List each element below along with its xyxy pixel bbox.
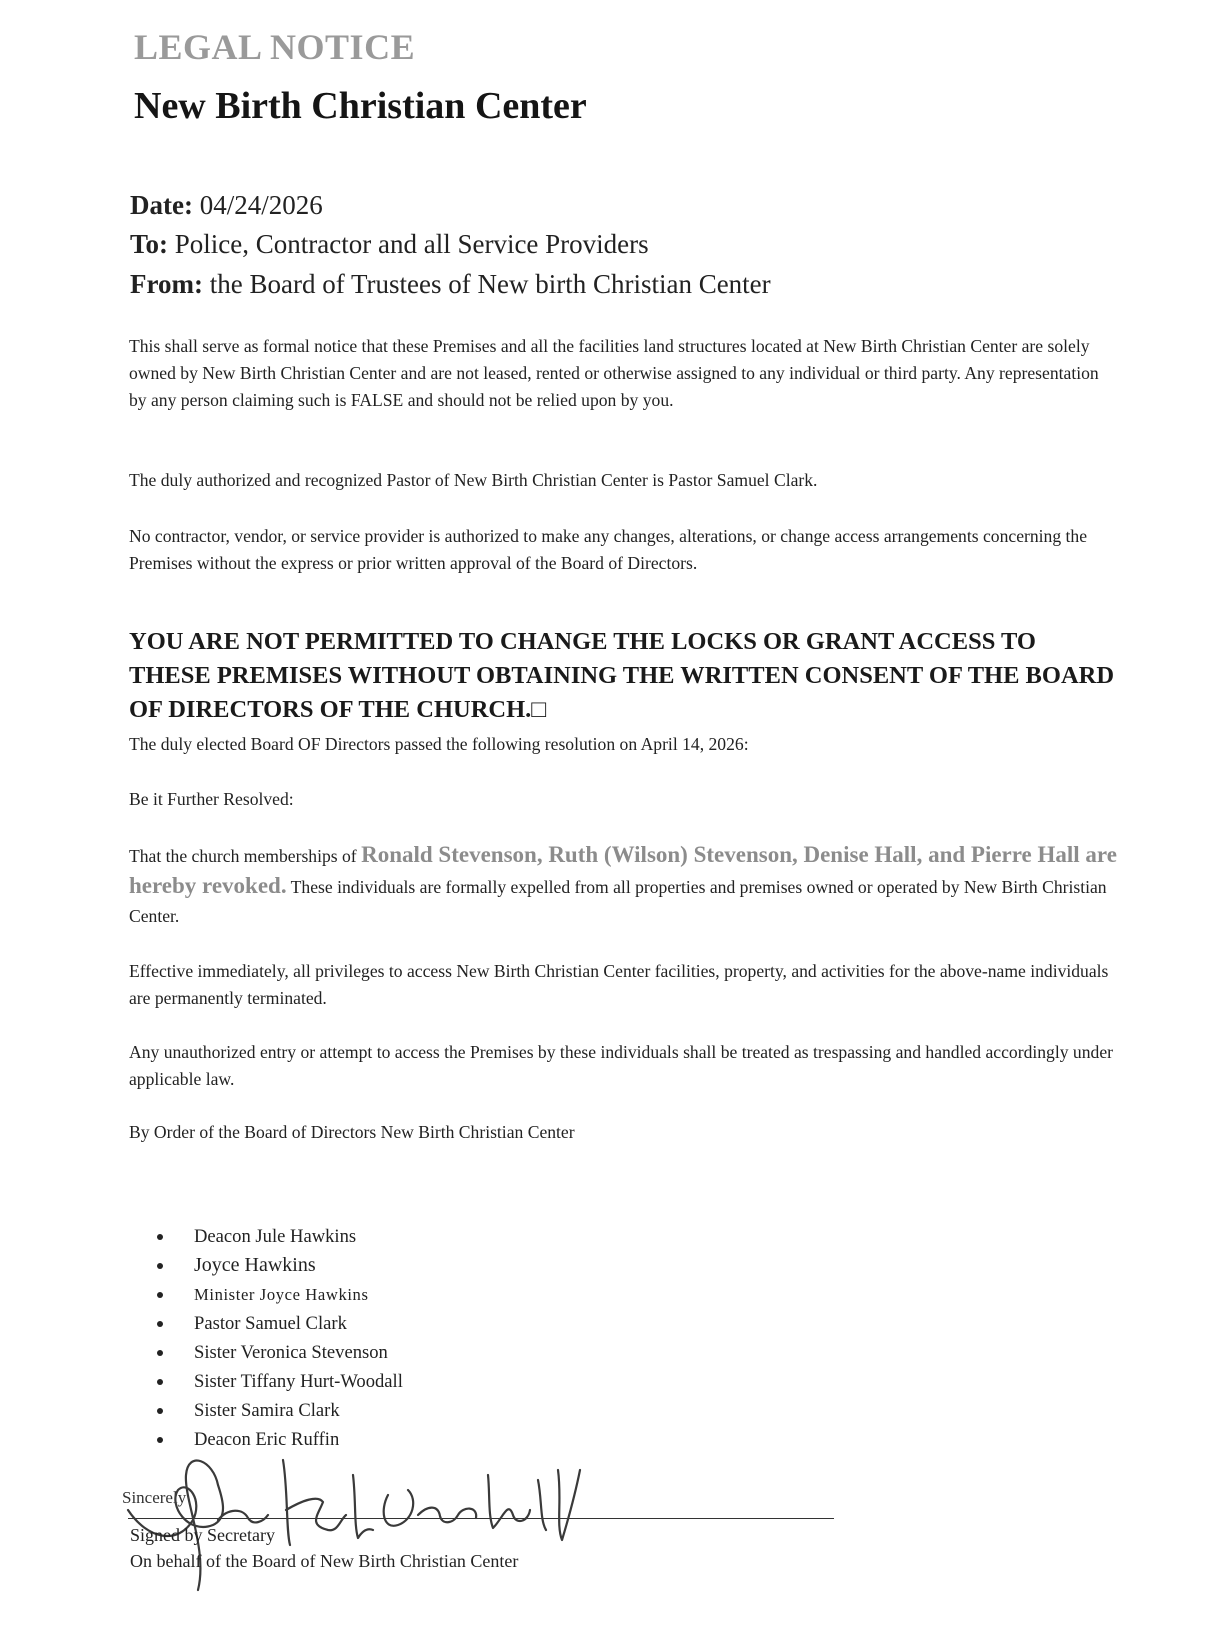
bullet-icon xyxy=(157,1408,163,1414)
handwritten-signature xyxy=(118,1430,638,1600)
bullet-icon xyxy=(157,1379,163,1385)
to-label: To: xyxy=(130,229,169,259)
signature-text: Tiffany Hurt Woodall xyxy=(118,1430,127,1431)
list-item: Minister Joyce Hawkins xyxy=(150,1280,403,1309)
privileges-paragraph: Effective immediately, all privileges to access New Birth Christian Center facilities, property, and activities for the above-name individuals are permanently terminated. xyxy=(129,961,1109,1008)
warning-statement: YOU ARE NOT PERMITTED TO CHANGE THE LOCKS OR GRANT ACCESS TO THESE PREMISES WITHOUT OBTAINING THE WRITTEN CONSENT OF THE BOARD OF DIRECTORS OF THE CHURCH.□ xyxy=(129,628,1115,723)
further-resolved: Be it Further Resolved: xyxy=(129,789,294,809)
bullet-icon xyxy=(157,1350,163,1356)
ownership-paragraph: This shall serve as formal notice that these Premises and all the facilities land structures located at New Birth Christian Center are solely owned by New Birth Christian Center and are not leased, rented or otherwise assigned to any individual or third party. Any representation by any person claiming such is FALSE and should not be relied upon by you. xyxy=(129,336,1099,410)
revoked-names: Ronald Stevenson, Ruth (Wilson) Stevenson, Denise Hall, and Pierre Hall are hereby revoked. xyxy=(129,842,1117,898)
resolution-paragraph: The duly elected Board OF Directors passed the following resolution on April 14, 2026: xyxy=(129,734,749,754)
list-item: Sister Samira Clark xyxy=(150,1396,403,1425)
sincerely-label: Sincerely xyxy=(122,1488,187,1507)
trespass-paragraph: Any unauthorized entry or attempt to access the Premises by these individuals shall be treated as trespassing and handled accordingly under applicable law. xyxy=(129,1042,1113,1089)
date-label: Date: xyxy=(130,190,193,220)
date-line xyxy=(130,190,323,221)
to-line xyxy=(130,229,649,260)
date-value: 04/24/2026 xyxy=(199,190,323,220)
pastor-paragraph: The duly authorized and recognized Pastor of New Birth Christian Center is Pastor Samuel Clark. xyxy=(129,470,818,490)
on-behalf-label: On behalf of the Board of New Birth Christian Center xyxy=(130,1551,519,1571)
list-item: Deacon Eric Ruffin xyxy=(150,1425,403,1454)
list-item: Joyce Hawkins xyxy=(150,1251,403,1280)
by-order-line: By Order of the Board of Directors New Birth Christian Center xyxy=(129,1122,575,1142)
list-item: Sister Tiffany Hurt-Woodall xyxy=(150,1367,403,1396)
bullet-icon xyxy=(157,1234,163,1240)
revocation-intro: That the church memberships of xyxy=(129,846,362,866)
from-label: From: xyxy=(130,269,203,299)
list-item: Pastor Samuel Clark xyxy=(150,1309,403,1338)
list-item: Sister Veronica Stevenson xyxy=(150,1338,403,1367)
from-value: the Board of Trustees of New birth Christian Center xyxy=(209,269,771,299)
list-item: Deacon Jule Hawkins xyxy=(150,1222,403,1251)
revocation-paragraph xyxy=(129,840,1119,931)
to-value: Police, Contractor and all Service Providers xyxy=(174,229,649,259)
signed-by-label: Signed by Secretary xyxy=(130,1525,275,1545)
board-members-list xyxy=(150,1222,403,1454)
revocation-rest: These individuals are formally expelled from all properties and premises owned or operated by New Birth Christian Center. xyxy=(129,877,1107,926)
organization-title: New Birth Christian Center xyxy=(134,85,587,127)
bullet-icon xyxy=(157,1321,163,1327)
from-line xyxy=(130,269,771,300)
bullet-icon xyxy=(157,1263,163,1269)
contractor-paragraph: No contractor, vendor, or service provider is authorized to make any changes, alterations, or change access arrangements concerning the Premises without the express or prior written approval of the Board of Directors. xyxy=(129,526,1088,573)
bullet-icon xyxy=(157,1292,163,1298)
legal-notice-kicker: LEGAL NOTICE xyxy=(134,27,416,67)
